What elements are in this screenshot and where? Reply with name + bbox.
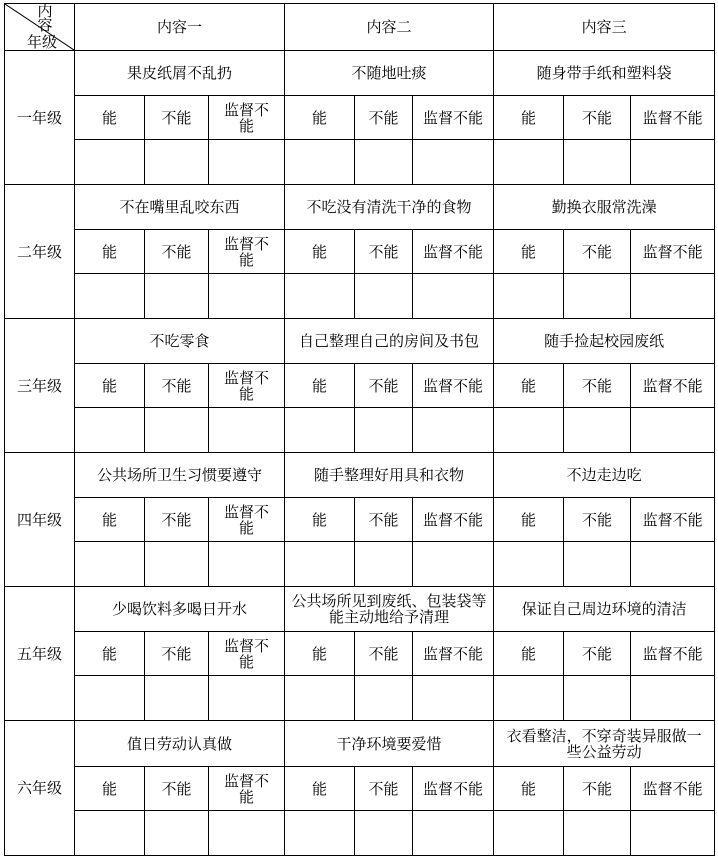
option-text: 不能 xyxy=(582,644,613,663)
option-label xyxy=(564,767,631,811)
answer-cell[interactable] xyxy=(494,140,564,185)
option-label xyxy=(631,364,715,408)
answer-cell[interactable] xyxy=(494,408,564,453)
answer-cell[interactable] xyxy=(494,676,564,721)
answer-cell[interactable] xyxy=(209,408,285,453)
answer-row xyxy=(5,408,715,453)
option-label xyxy=(285,96,355,140)
topic-text: 不在嘴里乱咬东西 xyxy=(119,198,240,216)
answer-row xyxy=(5,676,715,721)
topic-row xyxy=(5,453,715,498)
option-text: 不能 xyxy=(582,376,613,395)
topic-cell xyxy=(75,587,285,632)
option-label xyxy=(564,498,631,542)
option-text: 能 xyxy=(312,510,328,529)
option-label xyxy=(145,230,209,274)
answer-cell[interactable] xyxy=(75,274,145,319)
topic-cell xyxy=(494,453,715,498)
option-label xyxy=(355,96,413,140)
topic-text: 不吃零食 xyxy=(149,332,210,350)
option-label xyxy=(413,364,494,408)
option-text: 能 xyxy=(312,242,328,261)
option-label xyxy=(355,230,413,274)
topic-text: 随身带手纸和塑料袋 xyxy=(536,64,672,82)
answer-cell[interactable] xyxy=(413,676,494,721)
option-text: 能 xyxy=(101,510,117,529)
option-label xyxy=(285,498,355,542)
option-text: 监督不能 xyxy=(423,242,484,261)
answer-row xyxy=(5,140,715,185)
topic-text: 不吃没有清洗干净的食物 xyxy=(306,198,472,216)
option-text: 不能 xyxy=(368,376,399,395)
option-label xyxy=(631,498,715,542)
answer-cell[interactable] xyxy=(355,811,413,856)
option-text: 不能 xyxy=(368,108,399,127)
option-text: 不能 xyxy=(161,242,192,261)
topic-cell xyxy=(75,721,285,767)
answer-cell[interactable] xyxy=(564,274,631,319)
topic-text: 不边走边吃 xyxy=(566,466,642,484)
answer-cell[interactable] xyxy=(145,811,209,856)
options-row xyxy=(5,767,715,811)
option-text: 能 xyxy=(101,376,117,395)
topic-row xyxy=(5,721,715,767)
answer-cell[interactable] xyxy=(355,542,413,587)
option-label xyxy=(494,632,564,676)
option-text: 监督不能 xyxy=(224,502,270,537)
option-label xyxy=(494,96,564,140)
grade-label: 二年级 xyxy=(5,185,75,319)
answer-cell[interactable] xyxy=(631,274,715,319)
topic-cell xyxy=(494,587,715,632)
answer-cell[interactable] xyxy=(285,811,355,856)
answer-cell[interactable] xyxy=(355,408,413,453)
option-text: 能 xyxy=(101,644,117,663)
answer-cell[interactable] xyxy=(145,542,209,587)
answer-cell[interactable] xyxy=(285,408,355,453)
option-text: 能 xyxy=(521,376,537,395)
option-text: 监督不能 xyxy=(423,644,484,663)
option-text: 监督不能 xyxy=(224,100,270,135)
topic-text: 衣看整洁，不穿奇装异服做一些公益劳动 xyxy=(506,726,702,761)
topic-row xyxy=(5,51,715,96)
answer-cell[interactable] xyxy=(75,542,145,587)
option-label xyxy=(413,767,494,811)
options-row xyxy=(5,498,715,542)
answer-cell[interactable] xyxy=(355,274,413,319)
option-label xyxy=(75,498,145,542)
topic-cell xyxy=(285,51,494,96)
option-text: 监督不能 xyxy=(224,636,270,671)
option-label xyxy=(494,767,564,811)
answer-cell[interactable] xyxy=(75,408,145,453)
option-text: 不能 xyxy=(368,510,399,529)
option-text: 监督不能 xyxy=(642,644,703,663)
answer-cell[interactable] xyxy=(631,811,715,856)
option-label xyxy=(145,96,209,140)
option-text: 不能 xyxy=(582,779,613,798)
option-text: 监督不能 xyxy=(642,779,703,798)
option-label xyxy=(209,96,285,140)
option-label xyxy=(145,767,209,811)
grade-label: 六年级 xyxy=(5,721,75,856)
option-text: 能 xyxy=(312,108,328,127)
option-text: 不能 xyxy=(161,779,192,798)
answer-row xyxy=(5,274,715,319)
topic-row xyxy=(5,185,715,230)
option-text: 监督不能 xyxy=(642,242,703,261)
option-text: 能 xyxy=(101,108,117,127)
options-row xyxy=(5,96,715,140)
option-text: 监督不能 xyxy=(224,771,270,806)
option-text: 能 xyxy=(521,510,537,529)
topic-text: 自己整理自己的房间及书包 xyxy=(299,332,480,350)
option-text: 监督不能 xyxy=(642,376,703,395)
option-text: 监督不能 xyxy=(642,108,703,127)
corner-cell xyxy=(5,4,75,51)
option-label xyxy=(75,96,145,140)
option-text: 能 xyxy=(101,242,117,261)
option-label xyxy=(75,364,145,408)
grade-label: 一年级 xyxy=(5,51,75,185)
answer-cell[interactable] xyxy=(209,140,285,185)
option-label xyxy=(145,498,209,542)
option-label xyxy=(564,230,631,274)
option-text: 不能 xyxy=(582,108,613,127)
answer-cell[interactable] xyxy=(209,811,285,856)
topic-cell xyxy=(285,319,494,364)
answer-cell[interactable] xyxy=(631,140,715,185)
option-text: 不能 xyxy=(582,242,613,261)
option-label xyxy=(209,364,285,408)
grade-label: 四年级 xyxy=(5,453,75,587)
option-text: 能 xyxy=(521,779,537,798)
grade-label: 三年级 xyxy=(5,319,75,453)
topic-cell xyxy=(494,185,715,230)
answer-cell[interactable] xyxy=(413,274,494,319)
topic-row xyxy=(5,319,715,364)
option-label xyxy=(355,632,413,676)
topic-row xyxy=(5,587,715,632)
option-label xyxy=(631,230,715,274)
option-label xyxy=(355,498,413,542)
answer-cell[interactable] xyxy=(145,140,209,185)
topic-text: 随手整理好用具和衣物 xyxy=(314,466,465,484)
topic-text: 公共场所见到废纸、包装袋等能主动地给予清理 xyxy=(291,592,487,626)
answer-cell[interactable] xyxy=(413,140,494,185)
topic-text: 干净环境要爱惜 xyxy=(336,734,442,753)
topic-text: 不随地吐痰 xyxy=(351,64,427,82)
topic-cell xyxy=(494,721,715,767)
content-header-3: 内容三 xyxy=(494,4,715,51)
topic-text: 随手捡起校园废纸 xyxy=(544,332,665,350)
option-text: 能 xyxy=(521,644,537,663)
topic-text: 保证自己周边环境的清洁 xyxy=(521,600,687,618)
option-text: 监督不能 xyxy=(423,108,484,127)
content-header-1: 内容一 xyxy=(75,4,285,51)
option-label xyxy=(631,632,715,676)
option-label xyxy=(355,364,413,408)
answer-cell[interactable] xyxy=(75,140,145,185)
option-label xyxy=(631,96,715,140)
option-label xyxy=(494,498,564,542)
answer-cell[interactable] xyxy=(145,274,209,319)
option-text: 不能 xyxy=(368,242,399,261)
topic-text: 果皮纸屑不乱扔 xyxy=(127,64,233,82)
answer-cell[interactable] xyxy=(413,542,494,587)
option-label xyxy=(285,230,355,274)
option-text: 不能 xyxy=(161,510,192,529)
option-label xyxy=(413,498,494,542)
option-text: 监督不能 xyxy=(642,510,703,529)
option-text: 不能 xyxy=(161,108,192,127)
answer-cell[interactable] xyxy=(413,408,494,453)
topic-text: 少喝饮料多喝日开水 xyxy=(112,600,248,618)
corner-label-grade: 年级 xyxy=(27,33,58,51)
option-text: 监督不能 xyxy=(224,234,270,269)
grade-label: 五年级 xyxy=(5,587,75,721)
header-row xyxy=(5,4,715,51)
option-text: 监督不能 xyxy=(224,368,270,403)
answer-cell[interactable] xyxy=(285,676,355,721)
option-label xyxy=(209,632,285,676)
answer-cell[interactable] xyxy=(413,811,494,856)
topic-cell xyxy=(75,51,285,96)
option-text: 能 xyxy=(312,779,328,798)
answer-cell[interactable] xyxy=(494,811,564,856)
answer-cell[interactable] xyxy=(494,274,564,319)
option-text: 不能 xyxy=(368,644,399,663)
answer-cell[interactable] xyxy=(564,542,631,587)
option-label xyxy=(564,364,631,408)
option-text: 能 xyxy=(521,242,537,261)
answer-cell[interactable] xyxy=(145,676,209,721)
answer-cell[interactable] xyxy=(145,408,209,453)
option-label xyxy=(285,767,355,811)
topic-cell xyxy=(285,453,494,498)
topic-text: 勤换衣服常洗澡 xyxy=(551,198,657,216)
content-header-2: 内容二 xyxy=(285,4,494,51)
option-text: 能 xyxy=(312,376,328,395)
answer-cell[interactable] xyxy=(209,542,285,587)
option-text: 监督不能 xyxy=(423,779,484,798)
topic-cell xyxy=(285,587,494,632)
option-label xyxy=(564,96,631,140)
topic-cell xyxy=(494,51,715,96)
option-label xyxy=(494,230,564,274)
answer-cell[interactable] xyxy=(285,542,355,587)
option-label xyxy=(413,96,494,140)
option-label xyxy=(413,230,494,274)
option-label xyxy=(355,767,413,811)
option-text: 不能 xyxy=(161,376,192,395)
answer-cell[interactable] xyxy=(285,140,355,185)
topic-text: 值日劳动认真做 xyxy=(127,734,233,753)
option-label xyxy=(209,498,285,542)
answer-row xyxy=(5,542,715,587)
answer-cell[interactable] xyxy=(564,811,631,856)
topic-cell xyxy=(494,319,715,364)
option-label xyxy=(494,364,564,408)
option-label xyxy=(75,767,145,811)
option-label xyxy=(209,230,285,274)
answer-cell[interactable] xyxy=(355,676,413,721)
topic-cell xyxy=(75,185,285,230)
answer-cell[interactable] xyxy=(494,542,564,587)
topic-cell xyxy=(285,185,494,230)
answer-row xyxy=(5,811,715,856)
options-row xyxy=(5,632,715,676)
answer-cell[interactable] xyxy=(631,408,715,453)
option-label xyxy=(285,632,355,676)
answer-cell[interactable] xyxy=(564,408,631,453)
option-label xyxy=(145,364,209,408)
grade-habits-table xyxy=(4,3,715,856)
answer-cell[interactable] xyxy=(209,676,285,721)
option-text: 能 xyxy=(101,779,117,798)
option-label xyxy=(75,230,145,274)
option-label xyxy=(145,632,209,676)
option-text: 能 xyxy=(312,644,328,663)
answer-cell[interactable] xyxy=(631,676,715,721)
option-text: 监督不能 xyxy=(423,510,484,529)
option-text: 监督不能 xyxy=(423,376,484,395)
answer-cell[interactable] xyxy=(564,140,631,185)
option-label xyxy=(285,364,355,408)
option-label xyxy=(564,632,631,676)
answer-cell[interactable] xyxy=(355,140,413,185)
answer-cell[interactable] xyxy=(209,274,285,319)
answer-cell[interactable] xyxy=(631,542,715,587)
options-row xyxy=(5,364,715,408)
option-label xyxy=(631,767,715,811)
answer-cell[interactable] xyxy=(75,676,145,721)
topic-cell xyxy=(75,319,285,364)
option-label xyxy=(413,632,494,676)
topic-cell xyxy=(285,721,494,767)
option-label xyxy=(75,632,145,676)
topic-text: 公共场所卫生习惯要遵守 xyxy=(97,466,263,484)
answer-cell[interactable] xyxy=(564,676,631,721)
corner-label-content: 内容 xyxy=(37,2,53,34)
option-text: 不能 xyxy=(582,510,613,529)
option-text: 能 xyxy=(521,108,537,127)
answer-cell[interactable] xyxy=(75,811,145,856)
topic-cell xyxy=(75,453,285,498)
option-text: 不能 xyxy=(161,644,192,663)
answer-cell[interactable] xyxy=(285,274,355,319)
option-text: 不能 xyxy=(368,779,399,798)
options-row xyxy=(5,230,715,274)
option-label xyxy=(209,767,285,811)
